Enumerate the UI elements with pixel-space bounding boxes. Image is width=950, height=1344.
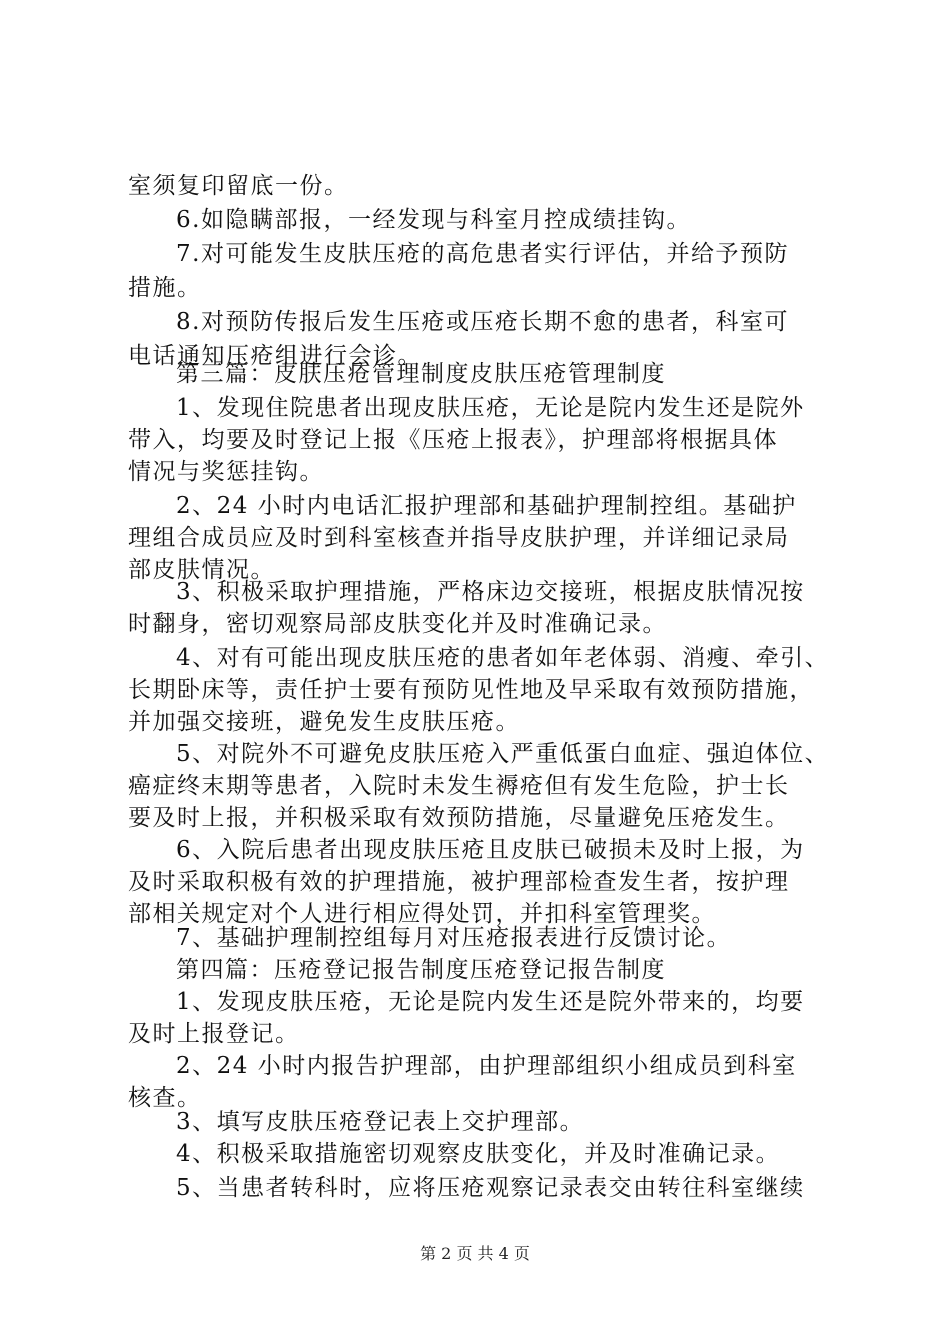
text-line: 2、24 小时内报告护理部，由护理部组织小组成员到科室 <box>176 1053 797 1079</box>
text-line: 及时采取积极有效的护理措施，被护理部检查发生者，按护理 <box>128 869 790 895</box>
text-line: 6、入院后患者出现皮肤压疮且皮肤已破损未及时上报，为 <box>176 837 805 863</box>
text-line: 部皮肤情况。 <box>128 557 275 583</box>
text-line: 时翻身，密切观察局部皮肤变化并及时准确记录。 <box>128 611 667 637</box>
text-line: 室须复印留底一份。 <box>128 173 349 199</box>
text-line: 2、24 小时内电话汇报护理部和基础护理制控组。基础护 <box>176 493 797 519</box>
text-line: 理组合成员应及时到科室核查并指导皮肤护理，并详细记录局 <box>128 525 790 551</box>
text-line: 长期卧床等，责任护士要有预防见性地及早采取有效预防措施， <box>128 677 814 703</box>
text-line: 6.如隐瞒部报，一经发现与科室月控成绩挂钩。 <box>176 207 691 233</box>
text-line: 3、积极采取护理措施，严格床边交接班，根据皮肤情况按 <box>176 579 805 605</box>
text-line: 5、对院外不可避免皮肤压疮入严重低蛋白血症、强迫体位、 <box>176 741 830 767</box>
text-line: 5、当患者转科时，应将压疮观察记录表交由转往科室继续 <box>176 1175 805 1201</box>
page-number-footer: 第 2 页 共 4 页 <box>420 1244 530 1263</box>
text-line: 带入，均要及时登记上报《压疮上报表》，护理部将根据具体 <box>128 427 778 453</box>
text-line: 1、发现住院患者出现皮肤压疮，无论是院内发生还是院外 <box>176 395 805 421</box>
section-heading: 第四篇：压疮登记报告制度压疮登记报告制度 <box>176 957 666 983</box>
text-line: 3、填写皮肤压疮登记表上交护理部。 <box>176 1109 585 1135</box>
text-line: 7.对可能发生皮肤压疮的高危患者实行评估，并给予预防 <box>176 241 789 267</box>
text-line: 及时上报登记。 <box>128 1021 300 1047</box>
text-line: 核查。 <box>128 1085 202 1111</box>
text-line: 措施。 <box>128 275 202 301</box>
text-line: 情况与奖惩挂钩。 <box>128 459 324 485</box>
text-line: 8.对预防传报后发生压疮或压疮长期不愈的患者，科室可 <box>176 309 789 335</box>
text-line: 并加强交接班，避免发生皮肤压疮。 <box>128 709 520 735</box>
text-line: 1、发现皮肤压疮，无论是院内发生还是院外带来的，均要 <box>176 989 805 1015</box>
text-line: 4、积极采取措施密切观察皮肤变化，并及时准确记录。 <box>176 1141 781 1167</box>
text-line: 电话通知压疮组进行会诊。 <box>128 343 422 369</box>
text-line: 要及时上报，并积极采取有效预防措施，尽量避免压疮发生。 <box>128 805 790 831</box>
section-heading: 第三篇：皮肤压疮管理制度皮肤压疮管理制度 <box>176 361 666 387</box>
text-line: 4、对有可能出现皮肤压疮的患者如年老体弱、消瘦、牵引、 <box>176 645 830 671</box>
text-line: 癌症终末期等患者，入院时未发生褥疮但有发生危险，护士长 <box>128 773 790 799</box>
text-line: 7、基础护理制控组每月对压疮报表进行反馈讨论。 <box>176 925 732 951</box>
text-line: 部相关规定对个人进行相应得处罚，并扣科室管理奖。 <box>128 901 716 927</box>
